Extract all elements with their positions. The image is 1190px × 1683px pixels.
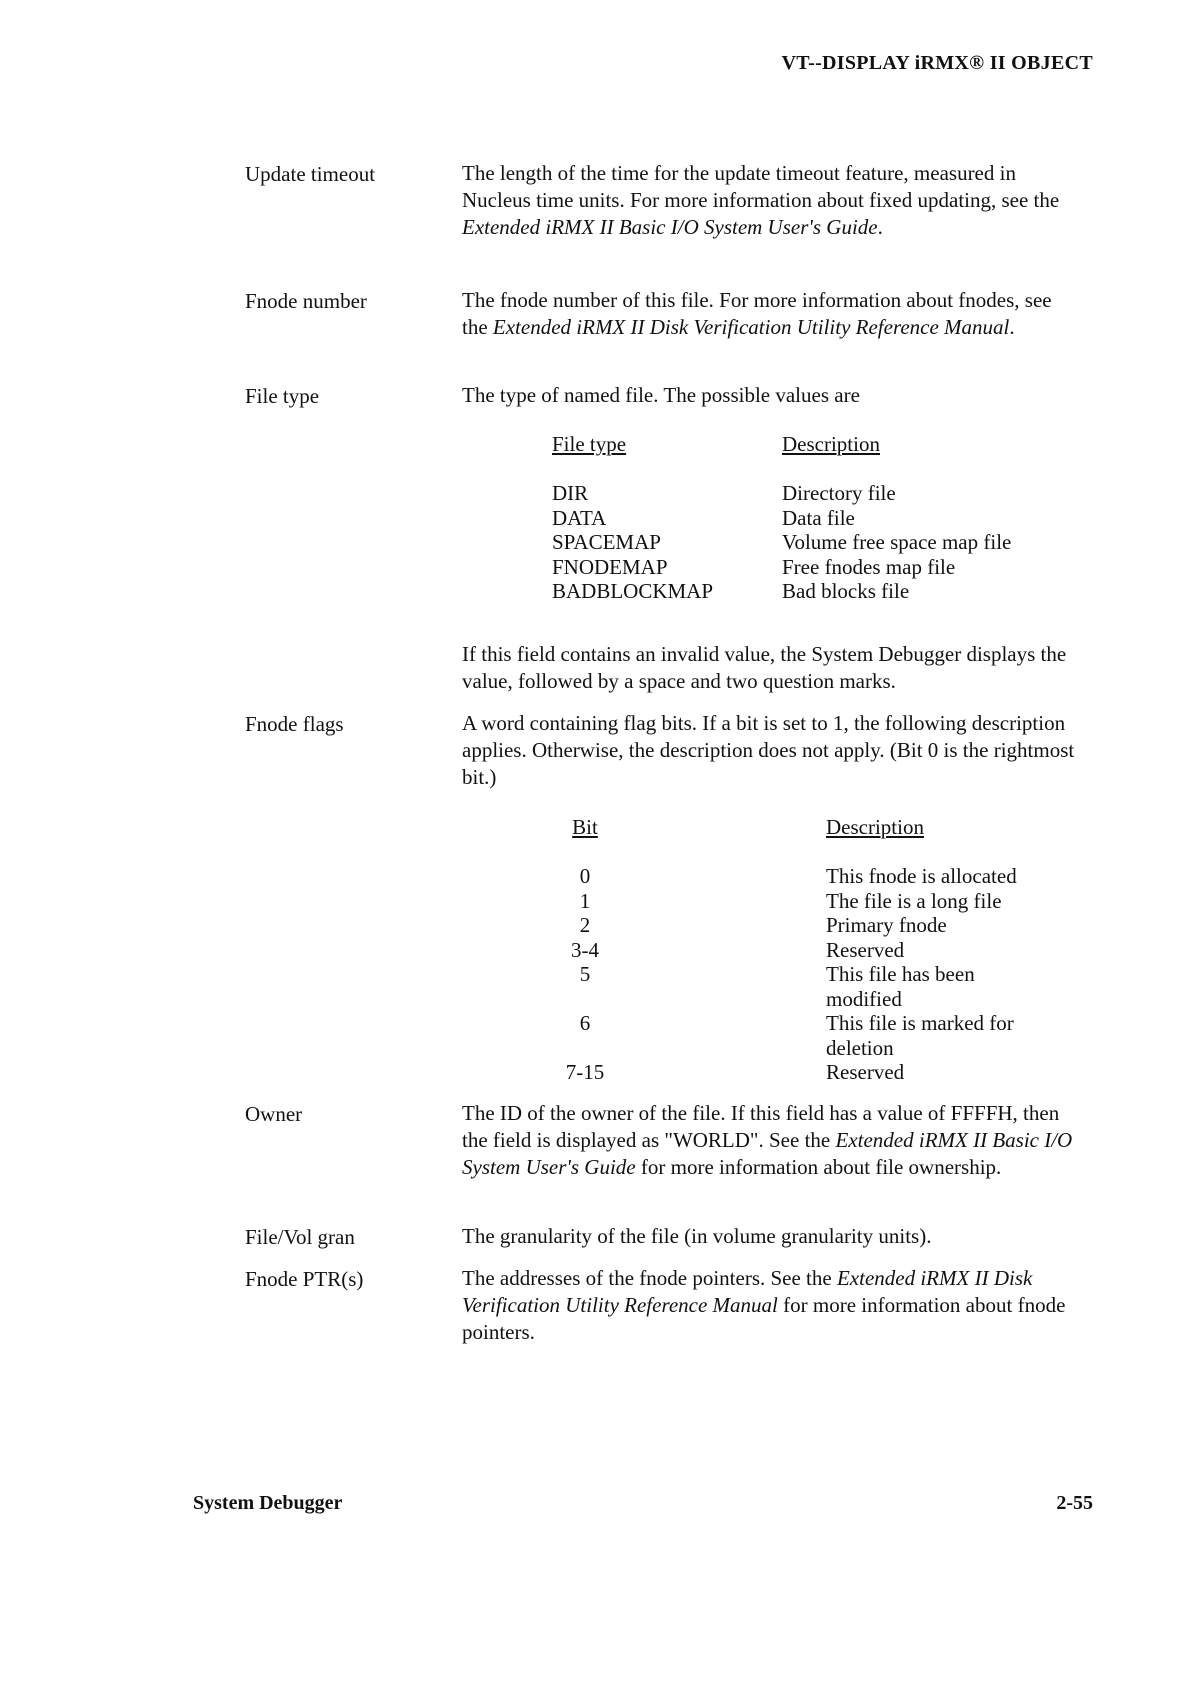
table-cell-desc: Data file bbox=[782, 506, 855, 530]
table-cell-type: DATA bbox=[552, 506, 607, 530]
table-cell-desc: Volume free space map file bbox=[782, 530, 1012, 554]
file-type-note: If this field contains an invalid value, the System Debugger displays the value, followed by a space and two question marks. bbox=[462, 642, 1067, 693]
field-label-update-timeout: Update timeout bbox=[245, 162, 376, 186]
desc-text: The fnode number of this file. For more information about fnodes, see the bbox=[462, 288, 1052, 339]
field-label-file-vol-gran: File/Vol gran bbox=[245, 1225, 355, 1249]
table-cell-bit: 3-4 bbox=[571, 938, 599, 962]
table-cell-bit: 0 bbox=[579, 864, 591, 888]
desc-text: The ID of the owner of the file. If this field has a value of FFFFH, then the field is displayed as "WORLD". See the bbox=[462, 1101, 1060, 1152]
page-number: 2-55 bbox=[1056, 1492, 1093, 1514]
desc-text: for more information about file ownership. bbox=[635, 1155, 1002, 1179]
field-label-fnode-ptrs: Fnode PTR(s) bbox=[245, 1267, 364, 1291]
manual-reference: Extended iRMX II Basic I/O System User's Guide bbox=[462, 1128, 1073, 1179]
field-desc-fnode-number bbox=[462, 287, 1077, 341]
table-cell-type: BADBLOCKMAP bbox=[552, 579, 714, 603]
table-cell-desc: Reserved bbox=[826, 1060, 905, 1084]
desc-text: . bbox=[1009, 315, 1015, 339]
footer-title: System Debugger bbox=[193, 1492, 343, 1514]
manual-reference: Extended iRMX II Disk Verification Utility Reference Manual bbox=[462, 1266, 1033, 1317]
field-desc-file-type: The type of named file. The possible values are bbox=[462, 383, 860, 407]
desc-text: for more information about fnode pointers. bbox=[462, 1293, 1066, 1344]
field-desc-file-vol-gran: The granularity of the file (in volume granularity units). bbox=[462, 1224, 932, 1248]
table-cell-desc: Bad blocks file bbox=[782, 579, 910, 603]
manual-reference: Extended iRMX II Basic I/O System User's Guide bbox=[462, 215, 878, 239]
desc-text: The length of the time for the update timeout feature, measured in Nucleus time units. For more information about fixed updating, see the bbox=[462, 161, 1060, 212]
table-header-bit: Bit bbox=[572, 815, 598, 839]
table-cell-bit: 6 bbox=[579, 1011, 591, 1035]
field-label-file-type: File type bbox=[245, 384, 320, 408]
field-label-fnode-number: Fnode number bbox=[245, 289, 367, 313]
field-desc-fnode-flags: A word containing flag bits. If a bit is set to 1, the following description applies. Otherwise, the description does not apply. (Bit 0 is the rightmost bit.) bbox=[462, 711, 1075, 789]
table-cell-type: DIR bbox=[552, 481, 589, 505]
table-cell-desc: Free fnodes map file bbox=[782, 555, 956, 579]
table-cell-desc: This file has been bbox=[826, 962, 975, 986]
table-header-file-type: File type bbox=[552, 432, 627, 456]
field-desc-update-timeout bbox=[462, 160, 1077, 241]
field-desc-fnode-ptrs bbox=[462, 1265, 1077, 1346]
table-cell-desc: This file is marked for bbox=[826, 1011, 1014, 1035]
field-desc-owner bbox=[462, 1100, 1077, 1181]
desc-text: . bbox=[877, 215, 883, 239]
table-cell-desc-cont: modified bbox=[826, 987, 902, 1011]
field-label-owner: Owner bbox=[245, 1102, 303, 1126]
table-cell-desc: Primary fnode bbox=[826, 913, 947, 937]
manual-reference: Extended iRMX II Disk Verification Utility Reference Manual bbox=[492, 315, 1010, 339]
table-cell-type: SPACEMAP bbox=[552, 530, 661, 554]
table-cell-desc-cont: deletion bbox=[826, 1036, 894, 1060]
table-cell-desc: The file is a long file bbox=[826, 889, 1002, 913]
table-cell-bit: 2 bbox=[579, 913, 591, 937]
table-cell-desc: This fnode is allocated bbox=[826, 864, 1017, 888]
table-cell-bit: 5 bbox=[579, 962, 591, 986]
table-cell-type: FNODEMAP bbox=[552, 555, 668, 579]
table-cell-bit: 7-15 bbox=[565, 1060, 605, 1084]
table-cell-bit: 1 bbox=[579, 889, 591, 913]
table-header-description: Description bbox=[826, 815, 924, 839]
table-cell-desc: Reserved bbox=[826, 938, 905, 962]
table-header-description: Description bbox=[782, 432, 880, 456]
field-label-fnode-flags: Fnode flags bbox=[245, 712, 344, 736]
desc-text: The addresses of the fnode pointers. See the bbox=[462, 1266, 837, 1290]
page-header: VT--DISPLAY iRMX® II OBJECT bbox=[781, 52, 1093, 74]
table-cell-desc: Directory file bbox=[782, 481, 896, 505]
